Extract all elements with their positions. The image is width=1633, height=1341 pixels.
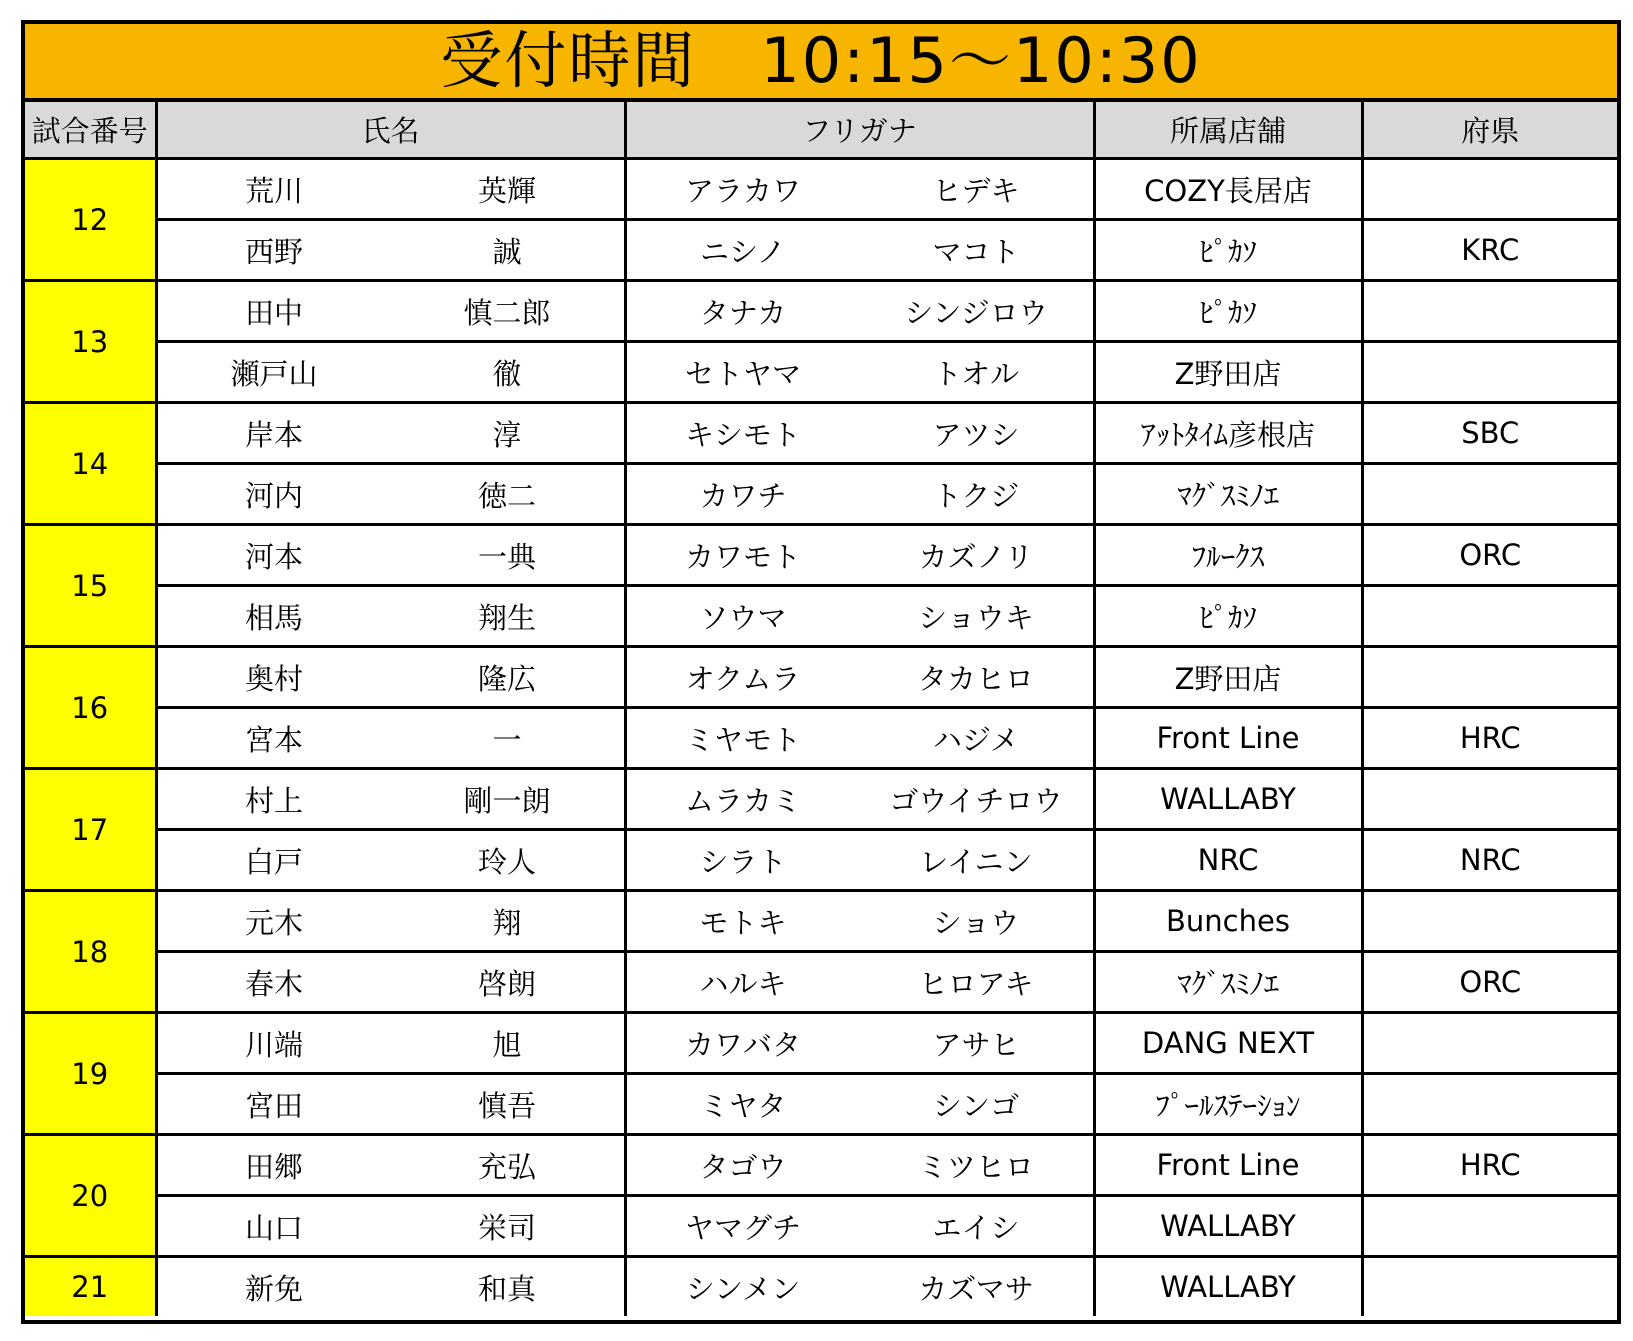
player-furigana — [625, 159, 1094, 220]
page-title: 受付時間 10:15～10:30 — [440, 24, 1202, 97]
first-name-kana: カズマサ — [918, 1271, 1034, 1306]
player-furigana — [625, 1196, 1094, 1257]
prefecture: SBC — [1362, 403, 1617, 464]
prefecture: ORC — [1362, 525, 1617, 586]
kana-pair — [627, 770, 1093, 828]
match-number: 18 — [25, 891, 156, 1013]
player-name — [156, 891, 625, 952]
player-name — [156, 464, 625, 525]
first-name-kana: ショウキ — [918, 600, 1034, 635]
kana-pair — [627, 892, 1093, 950]
kana-pair — [627, 526, 1093, 584]
first-name-kana: トオル — [932, 356, 1020, 391]
table-row — [25, 403, 1617, 464]
name-pair — [158, 1075, 624, 1133]
first-name-kana: マコト — [932, 234, 1020, 269]
shop-name: Front Line — [1094, 708, 1362, 769]
shop-name: ﾌﾙｰｸｽ — [1094, 525, 1362, 586]
prefecture: KRC — [1362, 220, 1617, 281]
kana-pair — [627, 465, 1093, 523]
shop-name: ｱｯﾄﾀｲﾑ彦根店 — [1094, 403, 1362, 464]
last-name-kana: カワバタ — [684, 1027, 801, 1062]
name-pair — [158, 770, 624, 828]
player-name — [156, 403, 625, 464]
shop-name: WALLABY — [1094, 1257, 1362, 1317]
last-name-kana: ニシノ — [700, 234, 786, 269]
match-number: 13 — [25, 281, 156, 403]
player-name — [156, 159, 625, 220]
last-name-kana: シンメン — [685, 1271, 801, 1306]
first-name-kana: トクジ — [932, 478, 1020, 513]
shop-name: WALLABY — [1094, 1196, 1362, 1257]
table-row — [25, 220, 1617, 281]
last-name: 相馬 — [244, 600, 303, 635]
player-furigana — [625, 1074, 1094, 1135]
name-pair — [158, 1136, 624, 1194]
player-furigana — [625, 647, 1094, 708]
first-name-kana: アサヒ — [932, 1027, 1020, 1062]
player-furigana — [625, 464, 1094, 525]
match-number: 14 — [25, 403, 156, 525]
shop-name: Front Line — [1094, 1135, 1362, 1196]
prefecture — [1362, 891, 1617, 952]
first-name: 栄司 — [477, 1210, 536, 1245]
name-pair — [158, 404, 624, 462]
last-name: 田中 — [244, 295, 303, 330]
name-pair — [158, 709, 624, 767]
first-name: 剛一朗 — [463, 783, 551, 818]
name-pair — [158, 343, 624, 401]
match-number: 20 — [25, 1135, 156, 1257]
header-row — [25, 102, 1617, 159]
first-name: 啓朗 — [477, 966, 536, 1001]
shop-name: ﾏｸﾞｽﾐﾉｴ — [1094, 464, 1362, 525]
first-name: 英輝 — [477, 173, 536, 208]
first-name: 慎二郎 — [463, 295, 551, 330]
first-name-kana: カズノリ — [918, 539, 1034, 574]
last-name: 春木 — [244, 966, 303, 1001]
entry-table — [25, 102, 1617, 1316]
name-pair — [158, 892, 624, 950]
prefecture: NRC — [1362, 830, 1617, 891]
header-furigana: フリガナ — [625, 102, 1094, 159]
last-name-kana: オクムラ — [685, 661, 801, 696]
last-name: 瀬戸山 — [230, 356, 318, 391]
player-name — [156, 525, 625, 586]
table-row — [25, 525, 1617, 586]
last-name-kana: ミヤタ — [699, 1088, 787, 1123]
kana-pair — [627, 404, 1093, 462]
first-name-kana: ゴウイチロウ — [889, 783, 1063, 818]
name-pair — [158, 587, 624, 645]
last-name-kana: シラト — [699, 844, 787, 879]
player-furigana — [625, 342, 1094, 403]
shop-name: ﾋﾟｶｿ — [1094, 220, 1362, 281]
header-match-no: 試合番号 — [25, 102, 156, 159]
prefecture — [1362, 1196, 1617, 1257]
player-furigana — [625, 586, 1094, 647]
table-row — [25, 830, 1617, 891]
player-name — [156, 1135, 625, 1196]
last-name-kana: ヤマグチ — [684, 1210, 801, 1245]
prefecture — [1362, 159, 1617, 220]
match-number: 17 — [25, 769, 156, 891]
shop-name: COZY長居店 — [1094, 159, 1362, 220]
kana-pair — [627, 587, 1093, 645]
player-name — [156, 1257, 625, 1317]
first-name-kana: レイニン — [919, 844, 1033, 879]
name-pair — [158, 221, 624, 279]
player-furigana — [625, 1013, 1094, 1074]
last-name: 奥村 — [244, 661, 303, 696]
kana-pair — [627, 1258, 1093, 1316]
prefecture — [1362, 586, 1617, 647]
name-pair — [158, 1258, 624, 1316]
player-furigana — [625, 891, 1094, 952]
kana-pair — [627, 1197, 1093, 1255]
prefecture — [1362, 281, 1617, 342]
kana-pair — [627, 709, 1093, 767]
player-furigana — [625, 1135, 1094, 1196]
last-name-kana: アラカワ — [684, 173, 801, 208]
match-number: 16 — [25, 647, 156, 769]
last-name: 河内 — [244, 478, 303, 513]
kana-pair — [627, 160, 1093, 218]
prefecture — [1362, 647, 1617, 708]
first-name: 和真 — [477, 1271, 536, 1306]
shop-name: Z野田店 — [1094, 647, 1362, 708]
last-name-kana: モトキ — [699, 905, 787, 940]
last-name: 川端 — [244, 1027, 303, 1062]
match-number: 12 — [25, 159, 156, 281]
last-name: 西野 — [244, 234, 303, 269]
last-name-kana: ソウマ — [699, 600, 787, 635]
table-row — [25, 708, 1617, 769]
table-row — [25, 586, 1617, 647]
shop-name: Z野田店 — [1094, 342, 1362, 403]
player-furigana — [625, 830, 1094, 891]
first-name-kana: シンゴ — [932, 1088, 1020, 1123]
last-name-kana: ハルキ — [699, 966, 787, 1001]
name-pair — [158, 1014, 624, 1072]
shop-name: DANG NEXT — [1094, 1013, 1362, 1074]
match-number: 15 — [25, 525, 156, 647]
first-name-kana: ミツヒロ — [917, 1149, 1034, 1184]
name-pair — [158, 465, 624, 523]
table-row — [25, 159, 1617, 220]
last-name: 村上 — [244, 783, 303, 818]
kana-pair — [627, 343, 1093, 401]
prefecture — [1362, 464, 1617, 525]
last-name-kana: カワモト — [684, 539, 801, 574]
name-pair — [158, 831, 624, 889]
prefecture: HRC — [1362, 708, 1617, 769]
header-shop: 所属店舗 — [1094, 102, 1362, 159]
table-row — [25, 1196, 1617, 1257]
header-prefecture: 府県 — [1362, 102, 1617, 159]
last-name: 岸本 — [244, 417, 303, 452]
prefecture: HRC — [1362, 1135, 1617, 1196]
last-name-kana: セトヤマ — [684, 356, 801, 391]
first-name-kana: エイシ — [932, 1210, 1020, 1245]
kana-pair — [627, 953, 1093, 1011]
prefecture — [1362, 1013, 1617, 1074]
first-name-kana: タカヒロ — [917, 661, 1034, 696]
table-row — [25, 1135, 1617, 1196]
kana-pair — [627, 1136, 1093, 1194]
player-name — [156, 1013, 625, 1074]
last-name: 河本 — [244, 539, 303, 574]
last-name-kana: ムラカミ — [684, 783, 801, 818]
title-bar — [25, 24, 1617, 102]
last-name: 白戸 — [244, 844, 303, 879]
first-name-kana: ハジメ — [932, 722, 1020, 757]
last-name-kana: キシモト — [685, 417, 801, 452]
first-name: 誠 — [492, 234, 522, 269]
last-name-kana: タゴウ — [699, 1149, 787, 1184]
player-furigana — [625, 708, 1094, 769]
shop-name: ﾋﾟｶｿ — [1094, 586, 1362, 647]
table-row — [25, 342, 1617, 403]
first-name: 翔 — [492, 905, 522, 940]
first-name: 淳 — [492, 417, 522, 452]
kana-pair — [627, 221, 1093, 279]
last-name-kana: タナカ — [699, 295, 787, 330]
first-name-kana: ショウ — [932, 905, 1020, 940]
kana-pair — [627, 1014, 1093, 1072]
last-name-kana: カワチ — [699, 478, 787, 513]
player-name — [156, 281, 625, 342]
name-pair — [158, 160, 624, 218]
player-name — [156, 1196, 625, 1257]
shop-name: ﾌﾟｰﾙｽﾃｰｼｮﾝ — [1094, 1074, 1362, 1135]
player-name — [156, 769, 625, 830]
player-furigana — [625, 952, 1094, 1013]
last-name: 元木 — [244, 905, 303, 940]
player-furigana — [625, 403, 1094, 464]
prefecture — [1362, 1074, 1617, 1135]
player-name — [156, 586, 625, 647]
first-name: 一 — [492, 722, 522, 757]
entry-sheet — [21, 20, 1621, 1324]
table-row — [25, 1013, 1617, 1074]
kana-pair — [627, 282, 1093, 340]
table-row — [25, 1257, 1617, 1317]
shop-name: Bunches — [1094, 891, 1362, 952]
table-row — [25, 647, 1617, 708]
table-row — [25, 891, 1617, 952]
first-name: 充弘 — [477, 1149, 536, 1184]
last-name: 山口 — [244, 1210, 303, 1245]
match-number: 21 — [25, 1257, 156, 1317]
table-body — [25, 159, 1617, 1317]
shop-name: WALLABY — [1094, 769, 1362, 830]
player-name — [156, 952, 625, 1013]
last-name: 田郷 — [244, 1149, 303, 1184]
first-name: 慎吾 — [477, 1088, 536, 1123]
first-name: 隆広 — [477, 661, 536, 696]
prefecture — [1362, 1257, 1617, 1317]
player-furigana — [625, 769, 1094, 830]
table-row — [25, 281, 1617, 342]
first-name-kana: シンジロウ — [904, 295, 1048, 330]
player-furigana — [625, 1257, 1094, 1317]
player-name — [156, 708, 625, 769]
kana-pair — [627, 1075, 1093, 1133]
name-pair — [158, 648, 624, 706]
player-name — [156, 830, 625, 891]
first-name: 旭 — [492, 1027, 522, 1062]
player-name — [156, 1074, 625, 1135]
first-name: 一典 — [477, 539, 536, 574]
name-pair — [158, 1197, 624, 1255]
player-furigana — [625, 525, 1094, 586]
first-name: 徳二 — [477, 478, 536, 513]
first-name-kana: ヒデキ — [932, 173, 1020, 208]
name-pair — [158, 526, 624, 584]
prefecture — [1362, 769, 1617, 830]
player-name — [156, 647, 625, 708]
prefecture — [1362, 342, 1617, 403]
kana-pair — [627, 831, 1093, 889]
table-row — [25, 769, 1617, 830]
table-row — [25, 952, 1617, 1013]
table-row — [25, 464, 1617, 525]
first-name: 徹 — [492, 356, 522, 391]
first-name-kana: アツシ — [932, 417, 1020, 452]
last-name: 新免 — [244, 1271, 303, 1306]
name-pair — [158, 282, 624, 340]
player-furigana — [625, 220, 1094, 281]
shop-name: ﾋﾟｶｿ — [1094, 281, 1362, 342]
first-name: 玲人 — [477, 844, 536, 879]
last-name: 宮田 — [244, 1088, 303, 1123]
name-pair — [158, 953, 624, 1011]
last-name: 荒川 — [244, 173, 303, 208]
table-row — [25, 1074, 1617, 1135]
header-name: 氏名 — [156, 102, 625, 159]
player-name — [156, 342, 625, 403]
kana-pair — [627, 648, 1093, 706]
first-name-kana: ヒロアキ — [918, 966, 1034, 1001]
player-furigana — [625, 281, 1094, 342]
prefecture: ORC — [1362, 952, 1617, 1013]
match-number: 19 — [25, 1013, 156, 1135]
shop-name: ﾏｸﾞｽﾐﾉｴ — [1094, 952, 1362, 1013]
player-name — [156, 220, 625, 281]
shop-name: NRC — [1094, 830, 1362, 891]
last-name-kana: ミヤモト — [684, 722, 801, 757]
last-name: 宮本 — [244, 722, 303, 757]
first-name: 翔生 — [477, 600, 536, 635]
